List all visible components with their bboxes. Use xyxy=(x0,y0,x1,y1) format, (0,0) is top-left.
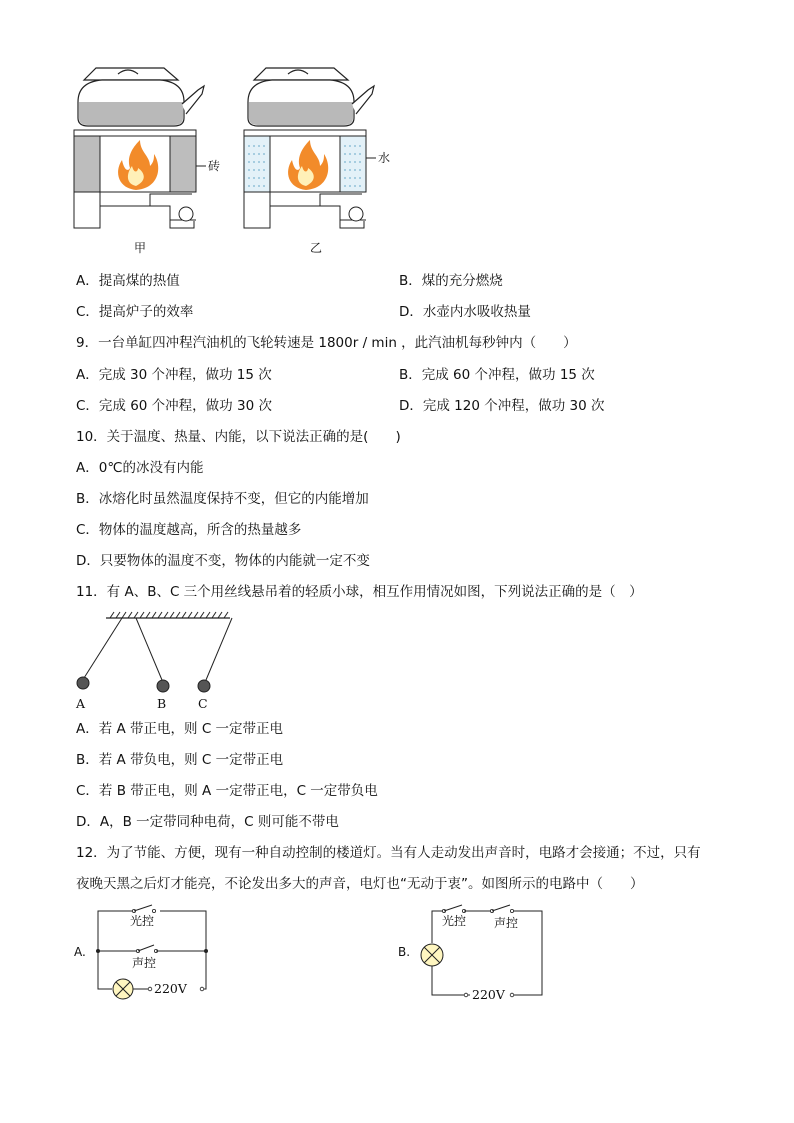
q10-option-c: C．物体的温度越高，所含的热量越多 xyxy=(76,522,302,538)
stove-figure-yi xyxy=(240,62,391,255)
q9-option-d: D．完成 120 个冲程，做功 30 次 xyxy=(399,398,605,414)
circuit-b-option: B. xyxy=(398,945,411,959)
circuit-b-light-control: 光控 xyxy=(442,914,467,928)
figure-label-jia: 甲 xyxy=(134,241,147,255)
q9-option-c: C．完成 60 个冲程，做功 30 次 xyxy=(76,398,272,414)
q8-option-d: D．水壶内水吸收热量 xyxy=(399,304,531,320)
stove-figure-jia xyxy=(70,62,221,255)
q11-option-a: A．若 A 带正电，则 C 一定带正电 xyxy=(76,721,284,737)
q11-stem: 11．有 A、B、C 三个用丝线悬吊着的轻质小球，相互作用情况如图，下列说法正确的是（ ） xyxy=(76,584,643,600)
q10-option-d: D．只要物体的温度不变，物体的内能就一定不变 xyxy=(76,553,370,569)
q9-stem: 9．一台单缸四冲程汽油机的飞轮转速是 1800r / min ，此汽油机每秒钟内（ ） xyxy=(76,335,577,351)
q10-option-a: A．0℃的冰没有内能 xyxy=(76,460,204,476)
suspended-balls-figure xyxy=(70,610,250,710)
q11-option-d: D．A，B 一定带同种电荷，C 则可能不带电 xyxy=(76,814,339,830)
circuit-a-option: A. xyxy=(74,945,86,959)
brick-label: 砖 xyxy=(208,159,221,173)
circuit-b-sound-control: 声控 xyxy=(494,916,519,930)
ball-label-a: A xyxy=(76,696,86,711)
q9-option-b: B．完成 60 个冲程，做功 15 次 xyxy=(399,367,595,383)
q12-stem-line1: 12．为了节能、方便，现有一种自动控制的楼道灯。当有人走动发出声音时，电路才会接通；不过，只有 xyxy=(76,845,701,861)
circuit-a-figure xyxy=(74,905,234,1005)
q12-stem-line2: 夜晚天黑之后灯才能亮，不论发出多大的声音，电灯也“无动于衷”。如图所示的电路中（ ） xyxy=(76,876,644,892)
q8-option-c: C．提高炉子的效率 xyxy=(76,304,194,320)
ball-label-b: B xyxy=(157,696,167,711)
circuit-b-voltage: 220V xyxy=(472,987,505,1002)
q11-option-c: C．若 B 带正电，则 A 一定带正电，C 一定带负电 xyxy=(76,783,378,799)
circuit-a-sound-control: 声控 xyxy=(132,956,157,970)
q10-stem: 10．关于温度、热量、内能，以下说法正确的是( ) xyxy=(76,429,401,445)
q10-option-b: B．冰熔化时虽然温度保持不变，但它的内能增加 xyxy=(76,491,369,507)
q8-option-a: A．提高煤的热值 xyxy=(76,273,180,289)
q9-option-a: A．完成 30 个冲程，做功 15 次 xyxy=(76,367,272,383)
circuit-b-figure xyxy=(398,905,558,1005)
circuit-a-voltage: 220V xyxy=(154,981,187,996)
water-label: 水 xyxy=(378,151,391,165)
q11-option-b: B．若 A 带负电，则 C 一定带正电 xyxy=(76,752,284,768)
figure-label-yi: 乙 xyxy=(310,241,323,255)
circuit-a-light-control: 光控 xyxy=(130,914,155,928)
ball-label-c: C xyxy=(198,696,208,711)
q8-option-b: B．煤的充分燃烧 xyxy=(399,273,503,289)
